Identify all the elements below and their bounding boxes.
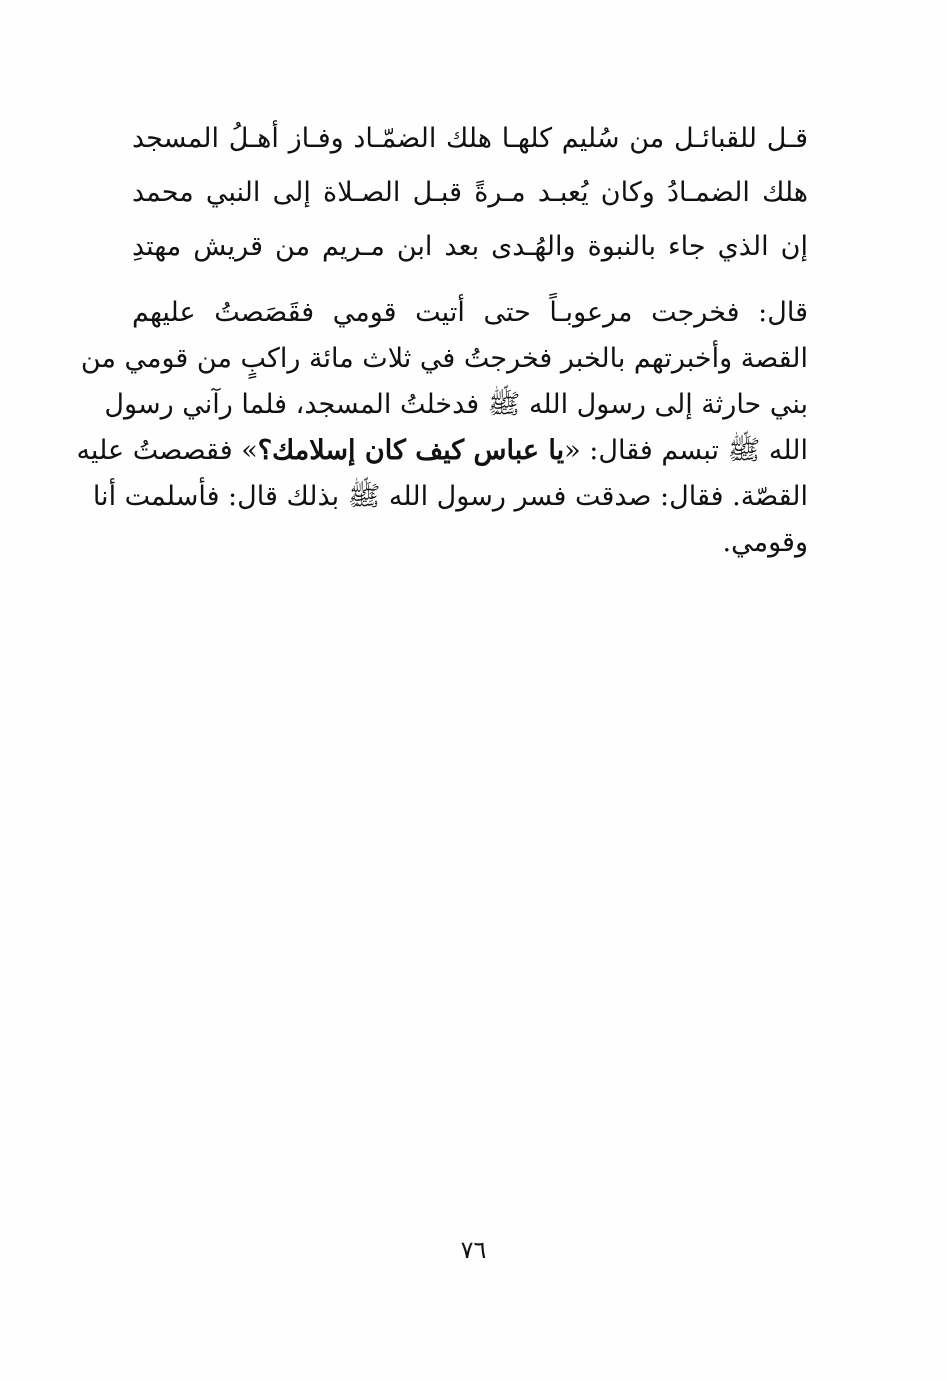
prose-line-1: قال: فخرجت مرعوبـاً حتى أتيت قومي فقَصَصتُ عليهم bbox=[132, 297, 808, 328]
prose-line-5: القصّة. فقال: صدقت فسر رسول الله ﷺ بذلك قال: فأسلمت أنا bbox=[92, 481, 808, 512]
poem-verses bbox=[132, 112, 808, 274]
prose-line-4-end: » فقصصتُ عليه bbox=[76, 435, 258, 466]
prose-paragraph bbox=[76, 290, 808, 566]
prose-line-2: القصة وأخبرتهم بالخبر فخرجتُ في ثلاث مائة راكبٍ من قومي من bbox=[80, 343, 808, 374]
prose-line-4 bbox=[76, 428, 808, 474]
prose-line-3: بني حارثة إلى رسول الله ﷺ فدخلتُ المسجد، فلما رآني رسول bbox=[104, 389, 808, 420]
quoted-question: يا عباس كيف كان إسلامك؟ bbox=[257, 435, 565, 466]
poem-verse-2: هلك الضمـادُ وكان يُعبـد مـرةً قبـل الصـلاة إلى النبي محمد bbox=[132, 177, 808, 208]
page-number: ٧٦ bbox=[460, 1236, 487, 1264]
poem-verse-3: إن الذي جاء بالنبوة والهُـدى بعد ابن مـريم من قريش مهتدِ bbox=[132, 231, 808, 262]
poem-verse-1: قـل للقبائـل من سُليم كلهـا هلك الضمّـاد وفـاز أهـلُ المسجد bbox=[132, 123, 808, 154]
prose-line-4-start: الله ﷺ تبسم فقال: « bbox=[564, 435, 808, 466]
prose-line-6: وقومي. bbox=[722, 527, 808, 558]
